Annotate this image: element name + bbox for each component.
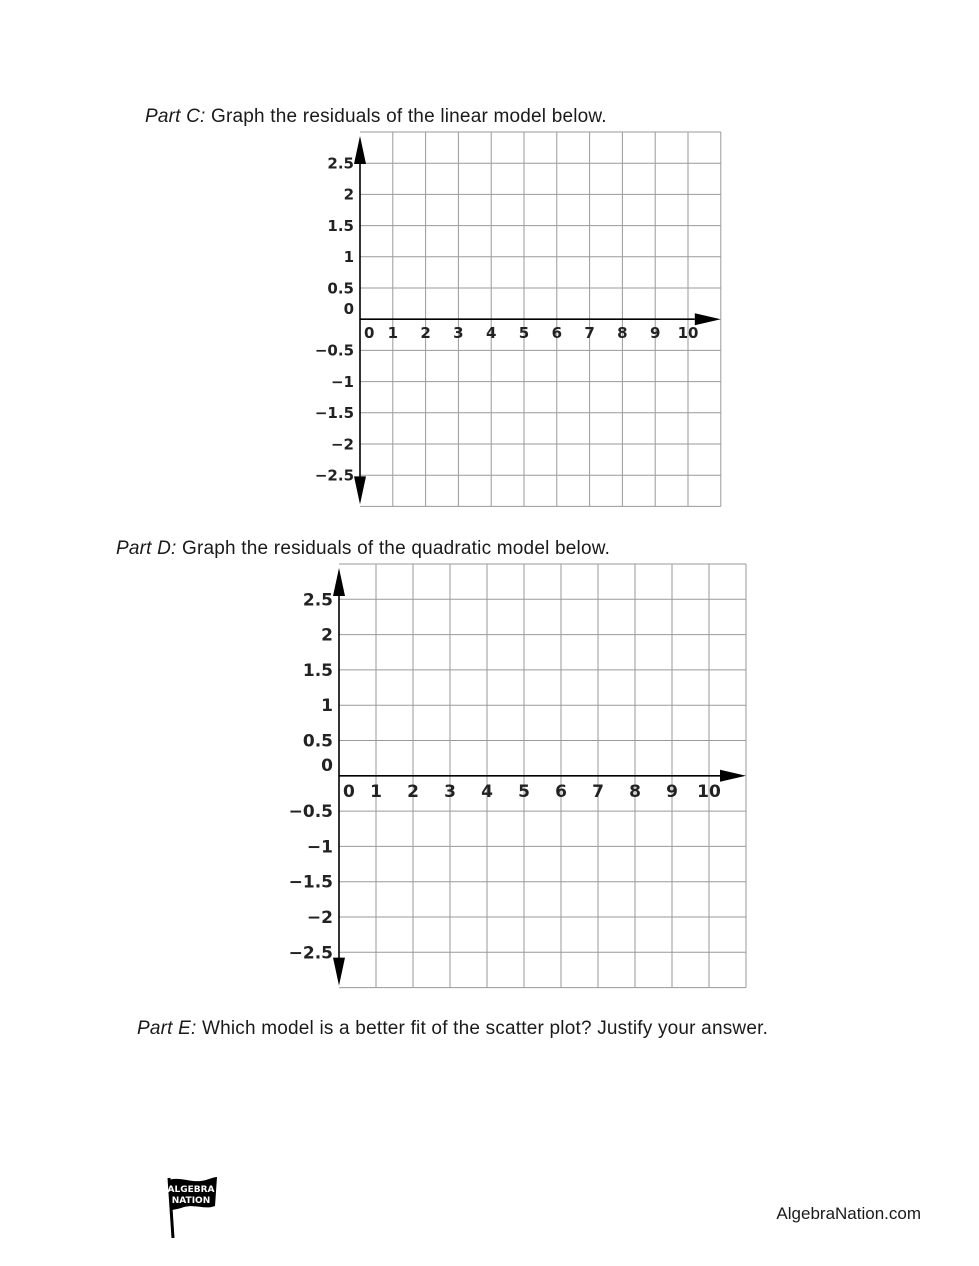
x-tick-label: 9 — [666, 781, 678, 802]
x-tick-label: 6 — [551, 324, 563, 343]
x-tick-label: 7 — [592, 781, 604, 802]
part-e-prompt — [137, 1018, 768, 1040]
x-tick-label: 3 — [453, 324, 464, 343]
quadratic-residuals-graph[interactable] — [280, 560, 756, 992]
linear-residuals-graph[interactable] — [300, 128, 730, 514]
y-tick-label: −0.5 — [314, 341, 354, 360]
part-c-text: Graph the residuals of the linear model below. — [205, 106, 607, 127]
y-axis-up-arrow — [333, 568, 345, 596]
y-tick-label: 2.5 — [302, 590, 333, 611]
x-tick-label: 1 — [370, 781, 382, 802]
y-tick-label: −1.5 — [314, 404, 354, 423]
y-tick-label: 0 — [343, 300, 354, 319]
x-tick-label: 2 — [407, 781, 419, 802]
y-tick-label: 2 — [343, 185, 354, 204]
x-tick-label: 5 — [518, 781, 530, 802]
x-tick-label: 0 — [343, 781, 355, 802]
x-axis-arrow — [720, 770, 746, 782]
part-c-label: Part C: — [145, 106, 206, 127]
x-tick-label: 10 — [677, 324, 699, 343]
y-tick-label: 2 — [321, 625, 333, 646]
y-tick-label: 0 — [321, 755, 333, 776]
x-tick-label: 1 — [387, 324, 399, 343]
y-tick-label: 1.5 — [327, 216, 354, 235]
x-tick-label: 7 — [584, 324, 595, 343]
y-tick-label: 1.5 — [302, 660, 333, 681]
x-tick-label: 4 — [481, 781, 493, 802]
y-axis-down-arrow — [354, 476, 366, 504]
y-tick-label: 1 — [321, 696, 333, 717]
part-e-label: Part E: — [137, 1018, 197, 1039]
part-d-text: Graph the residuals of the quadratic model below. — [176, 538, 611, 559]
y-tick-label: −2 — [306, 907, 333, 928]
x-tick-label: 5 — [518, 324, 530, 343]
x-tick-label: 6 — [555, 781, 567, 802]
y-tick-label: −1.5 — [288, 872, 333, 893]
y-axis-down-arrow — [333, 958, 345, 986]
y-tick-label: −2.5 — [288, 943, 333, 964]
y-axis-up-arrow — [354, 136, 366, 164]
y-tick-label: −1 — [306, 837, 333, 858]
y-tick-label: 2.5 — [327, 154, 354, 173]
y-tick-label: 0.5 — [327, 279, 354, 298]
x-tick-label: 9 — [649, 324, 661, 343]
footer-url: AlgebraNation.com — [776, 1204, 921, 1223]
part-d-label: Part D: — [116, 538, 177, 559]
part-c-prompt — [145, 106, 607, 128]
y-tick-label: −2.5 — [314, 466, 354, 485]
x-tick-label: 8 — [629, 781, 641, 802]
y-tick-label: −0.5 — [288, 802, 333, 823]
algebra-nation-logo — [160, 1174, 224, 1240]
part-d-prompt — [116, 538, 610, 560]
part-e-text: Which model is a better fit of the scatter plot? Justify your answer. — [196, 1018, 769, 1039]
x-tick-label: 8 — [617, 324, 628, 343]
x-tick-label: 0 — [364, 324, 375, 343]
x-axis-arrow — [695, 313, 721, 325]
x-tick-label: 10 — [697, 781, 721, 802]
y-tick-label: 1 — [343, 248, 354, 267]
x-tick-label: 4 — [485, 324, 497, 343]
x-tick-label: 2 — [420, 324, 431, 343]
logo-text-line2: NATION — [171, 1196, 211, 1206]
logo-text-line1: ALGEBRA — [167, 1185, 215, 1195]
y-tick-label: 0.5 — [302, 731, 333, 752]
y-tick-label: −1 — [330, 372, 354, 391]
y-tick-label: −2 — [330, 435, 354, 454]
x-tick-label: 3 — [444, 781, 456, 802]
